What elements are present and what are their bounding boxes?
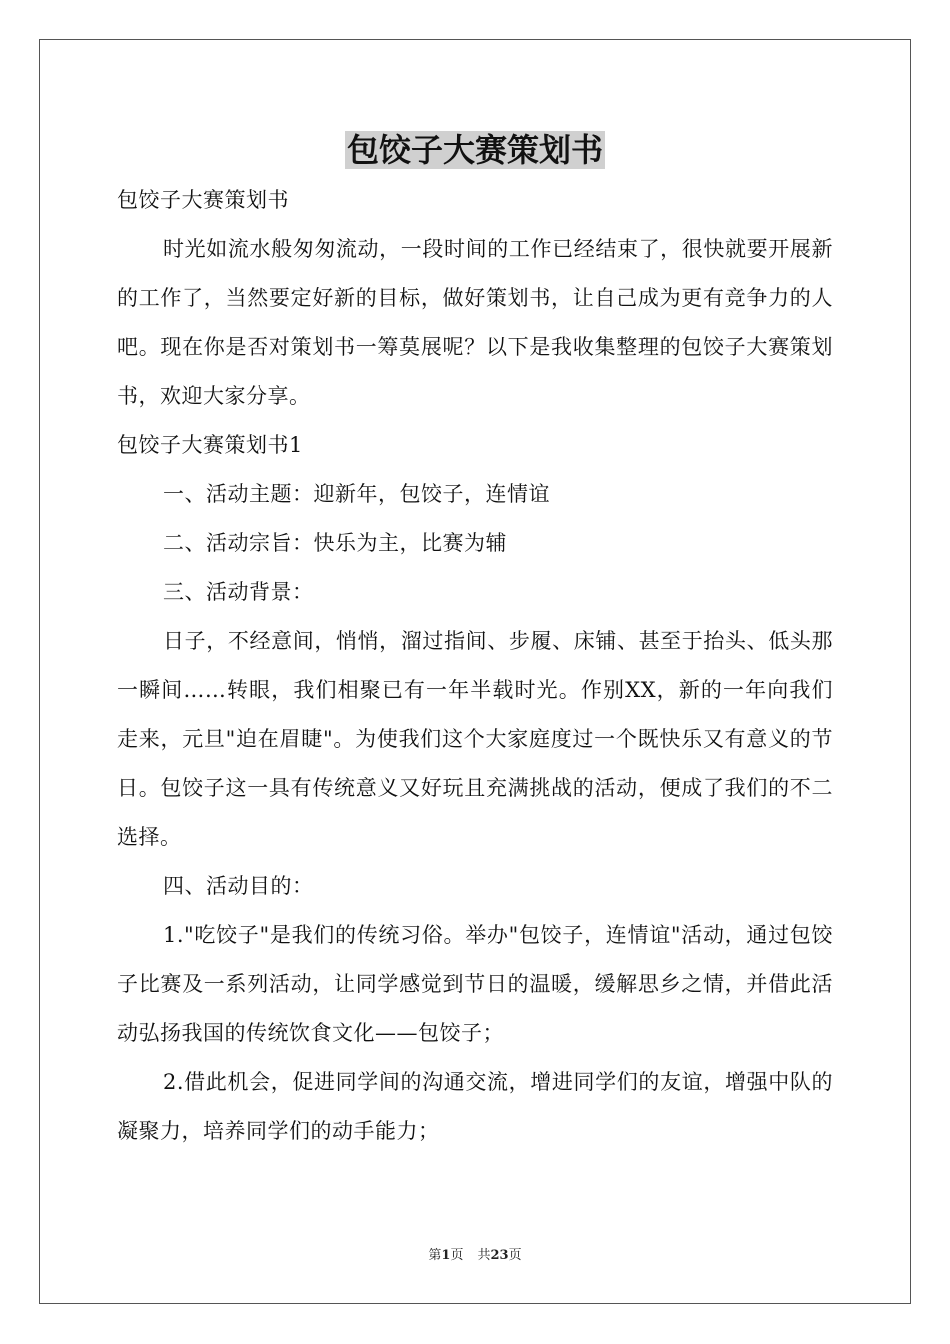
page-suffix: 页 <box>450 1248 464 1263</box>
section-heading: 包饺子大赛策划书1 <box>117 433 303 457</box>
total-prefix: 共 <box>477 1248 491 1263</box>
paragraph: 包饺子大赛策划书 <box>117 188 289 212</box>
total-suffix: 页 <box>508 1248 522 1263</box>
page-number: 1 <box>441 1248 451 1263</box>
document-title-text: 包饺子大赛策划书 <box>346 131 603 169</box>
document-body <box>117 176 833 1156</box>
document-title <box>0 128 950 172</box>
paragraph: 2.借此机会，促进同学间的沟通交流，增进同学们的友谊，增强中队的凝聚力，培养同学们的动手能力； <box>117 1070 833 1143</box>
page-footer <box>0 1246 950 1266</box>
paragraph: 时光如流水般匆匆流动，一段时间的工作已经结束了，很快就要开展新的工作了，当然要定好新的目标，做好策划书，让自己成为更有竞争力的人吧。现在你是否对策划书一筹莫展呢？以下是我收集整理的包饺子大赛策划书，欢迎大家分享。 <box>117 237 833 408</box>
paragraph: 三、活动背景： <box>163 580 314 604</box>
total-pages: 23 <box>490 1248 509 1263</box>
paragraph: 四、活动目的： <box>163 874 314 898</box>
paragraph: 1."吃饺子"是我们的传统习俗。举办"包饺子，连情谊"活动，通过包饺子比赛及一系列活动，让同学感觉到节日的温暖，缓解思乡之情，并借此活动弘扬我国的传统饮食文化——包饺子； <box>117 923 833 1045</box>
paragraph: 二、活动宗旨：快乐为主，比赛为辅 <box>163 531 507 555</box>
page-prefix: 第 <box>428 1248 442 1263</box>
paragraph: 日子，不经意间，悄悄，溜过指间、步履、床铺、甚至于抬头、低头那一瞬间……转眼，我们相聚已有一年半载时光。作别XX，新的一年向我们走来，元旦"迫在眉睫"。为使我们这个大家庭度过一个既快乐又有意义的节日。包饺子这一具有传统意义又好玩且充满挑战的活动，便成了我们的不二选择。 <box>117 629 833 849</box>
paragraph: 一、活动主题：迎新年，包饺子，连情谊 <box>163 482 550 506</box>
